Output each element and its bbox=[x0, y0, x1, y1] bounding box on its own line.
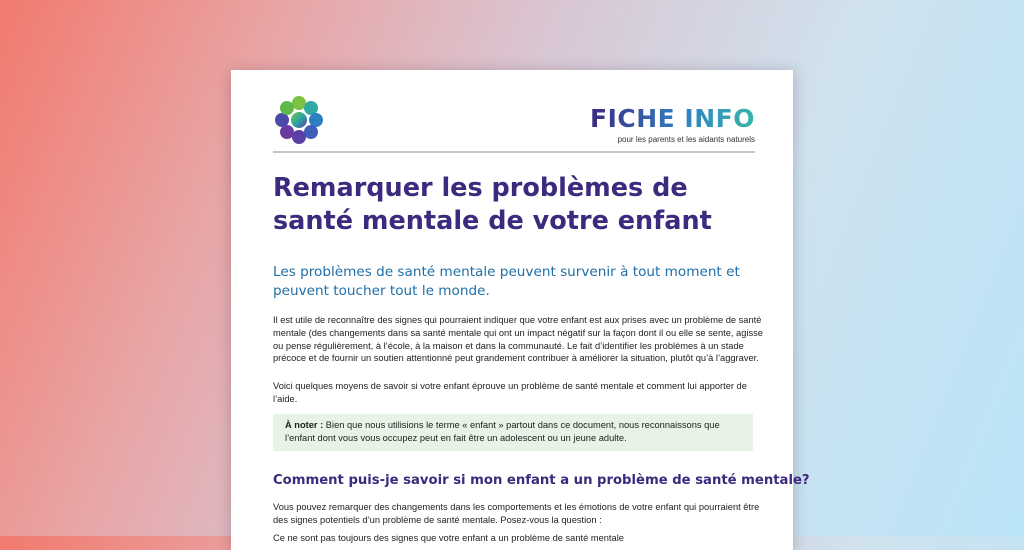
flower-burst-logo-icon bbox=[271, 92, 327, 148]
body-paragraph-1: Il est utile de reconnaître des signes qui pourraient indiquer que votre enfant est aux prises avec un problème de santé mentale (des changements dans sa santé mentale qui ont un impact négatif sur la façon dont il ou elle se sente, agisse ou pense régulièrement, à l’école, à la maison et dans la communauté. Le fait d’identifier les problèmes à un stade précoce et de fournir un soutien attentionné peut grandement contribuer à améliorer la situation, plutôt qu’à l’aggraver. bbox=[273, 315, 763, 364]
header-divider bbox=[273, 151, 755, 153]
document-page bbox=[231, 70, 810, 550]
lead-paragraph: Les problèmes de santé mentale peuvent survenir à tout moment et peuvent toucher tout le monde. bbox=[273, 264, 740, 299]
body-paragraph-2: Voici quelques moyens de savoir si votre enfant éprouve un problème de santé mentale et comment lui apporter de l’aide. bbox=[273, 381, 747, 404]
body-paragraph-4: Ce ne sont pas toujours des signes que votre enfant a un problème de santé mentale bbox=[273, 533, 624, 543]
note-text: Bien que nous utilisions le terme « enfant » partout dans ce document, nous reconnaissons que l’enfant dont vous vous occupez peut en fait être un adolescent ou un jeune adulte. bbox=[285, 420, 720, 443]
brand-title: FICHE INFO bbox=[590, 104, 755, 133]
note-label: À noter : bbox=[285, 420, 324, 430]
note-box bbox=[273, 414, 753, 451]
brand-subtitle: pour les parents et les aidants naturels bbox=[617, 135, 755, 144]
document-title: Remarquer les problèmes de santé mentale de votre enfant bbox=[273, 173, 712, 236]
body-paragraph-3: Vous pouvez remarquer des changements dans les comportements et les émotions de votre enfant qui pourraient être des signes potentiels d’un problème de santé mentale. Posez-vous la question : bbox=[273, 502, 760, 525]
section-heading: Comment puis-je savoir si mon enfant a un problème de santé mentale? bbox=[273, 473, 810, 488]
